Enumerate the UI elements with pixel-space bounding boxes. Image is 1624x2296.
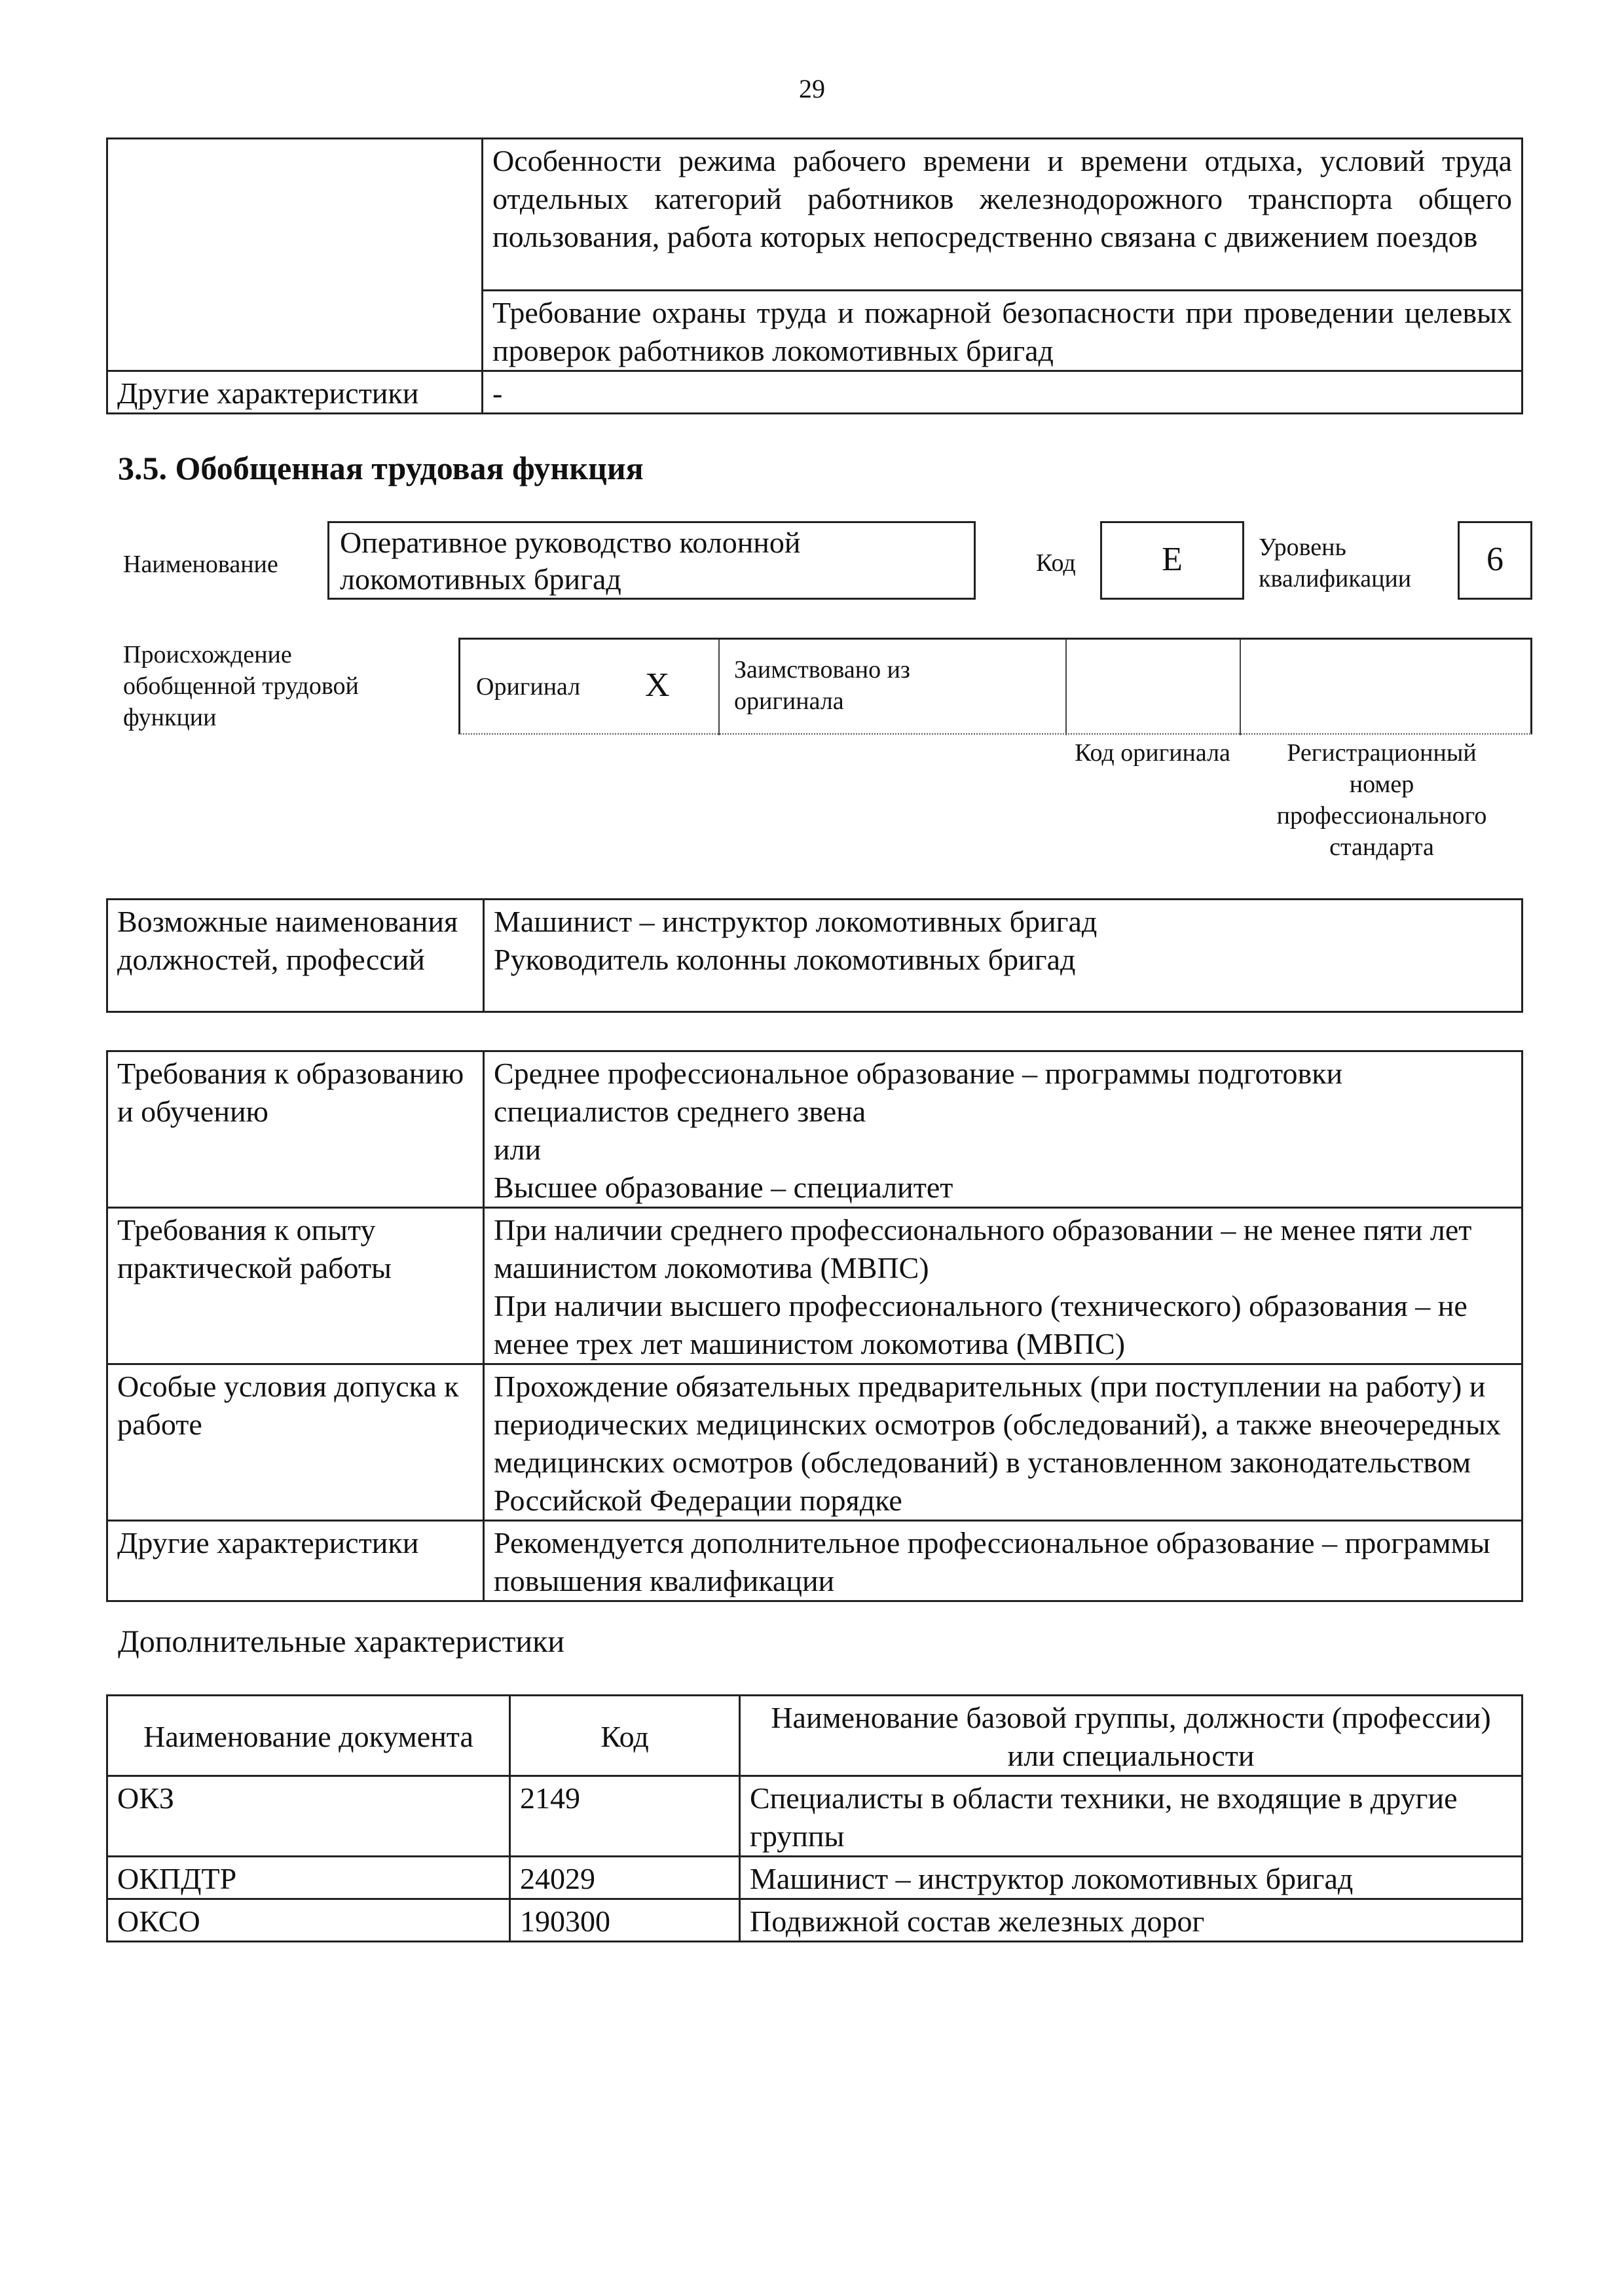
original-mark: X [645,666,670,704]
table-cell: - [483,371,1522,414]
name-value: Оперативное руководство колонной локомотивных бригад [340,526,801,596]
position-item: Машинист – инструктор локомотивных бригад [494,905,1098,938]
table-row [107,1051,1522,1208]
table-cell: Машинист – инструктор локомотивных бригад [740,1857,1522,1899]
requirements-table [106,1050,1523,1602]
table-row [107,900,1522,1012]
requirement-line: Среднее профессиональное образование – программы подготовки специалистов среднего звена [494,1057,1343,1128]
reg-number-caption: Регистрационный номер профессионального стандарта [1276,739,1487,861]
table-header: Наименование документа [107,1696,510,1776]
table-cell: Особые условия допуска к работе [107,1364,484,1521]
top-table [106,137,1523,414]
table-cell: Требования к образованию и обучению [107,1051,484,1208]
position-item: Руководитель колонны локомотивных бригад [494,943,1076,976]
table-cell: Подвижной состав железных дорог [740,1899,1522,1942]
table-header: Код [510,1696,740,1776]
level-label: Уровень квалификации [1259,534,1412,592]
divider [1240,640,1241,735]
divider [1065,640,1067,735]
table-cell: 190300 [510,1899,740,1942]
divider [718,640,720,735]
requirement-line: или [494,1133,542,1166]
table-row [107,291,1522,371]
name-value-box [327,521,976,600]
table-cell [484,1051,1522,1208]
table-row [107,1696,1522,1776]
requirement-line: Прохождение обязательных предварительных (при поступлении на работу) и периодических медицинских осмотров (обследований), а также внеочередных медицинских осмотров (обследований) в установленном законодательством Российской Федерации порядке [494,1370,1501,1517]
section-heading: 3.5. Обобщенная трудовая функция [118,450,644,486]
code-value: E [1162,541,1183,578]
code-original-caption: Код оригинала [1075,739,1230,767]
table-cell: Другие характеристики [107,1521,484,1601]
code-value-box [1100,521,1244,600]
table-row [107,1521,1522,1601]
origin-label: Происхождение обобщенной трудовой функции [123,641,359,731]
table-cell: Особенности режима рабочего времени и времени отдыха, условий труда отдельных категорий работников железнодорожного транспорта общего пользования, работа которых непосредственно связана с движением поездов [483,139,1522,291]
table-row [107,1364,1522,1521]
requirement-line: Рекомендуется дополнительное профессиональное образование – программы повышения квалификации [494,1526,1490,1597]
table-cell: Другие характеристики [107,371,483,414]
table-cell: Требование охраны труда и пожарной безопасности при проведении целевых проверок работников локомотивных бригад [483,291,1522,371]
table-row [107,1899,1522,1942]
page-number: 29 [799,74,825,103]
table-cell: Возможные наименования должностей, профессий [107,900,484,1012]
table-cell [484,900,1522,1012]
table-cell: ОКПДТР [107,1857,510,1899]
table-cell: ОКЗ [107,1776,510,1857]
table-cell [484,1364,1522,1521]
table-cell: Специалисты в области техники, не входящие в другие группы [740,1776,1522,1857]
level-value-box [1458,521,1532,600]
table-cell [107,139,483,291]
table-cell: ОКСО [107,1899,510,1942]
table-row [107,371,1522,414]
additional-title: Дополнительные характеристики [118,1624,565,1659]
table-row [107,1208,1522,1364]
requirement-line: При наличии высшего профессионального (технического) образования – не менее трех лет машинистом локомотива (МВПС) [494,1289,1467,1360]
table-row [107,1776,1522,1857]
table-header: Наименование базовой группы, должности (профессии) или специальности [740,1696,1522,1776]
table-row [107,139,1522,291]
borrowed-label: Заимствовано из оригинала [734,656,910,715]
table-cell: 24029 [510,1857,740,1899]
table-cell [484,1208,1522,1364]
requirement-line: При наличии среднего профессионального образовании – не менее пяти лет машинистом локомотива (МВПС) [494,1213,1472,1285]
table-row [107,1857,1522,1899]
table-cell [107,291,483,371]
table-cell [484,1521,1522,1601]
name-label: Наименование [123,551,278,578]
table-cell: 2149 [510,1776,740,1857]
original-label: Оригинал [476,673,581,701]
additional-table [106,1694,1523,1942]
code-label: Код [1036,549,1076,577]
table-cell: Требования к опыту практической работы [107,1208,484,1364]
positions-table [106,898,1523,1013]
level-value: 6 [1486,541,1504,578]
origin-table [458,638,1532,735]
requirement-line: Высшее образование – специалитет [494,1171,953,1204]
